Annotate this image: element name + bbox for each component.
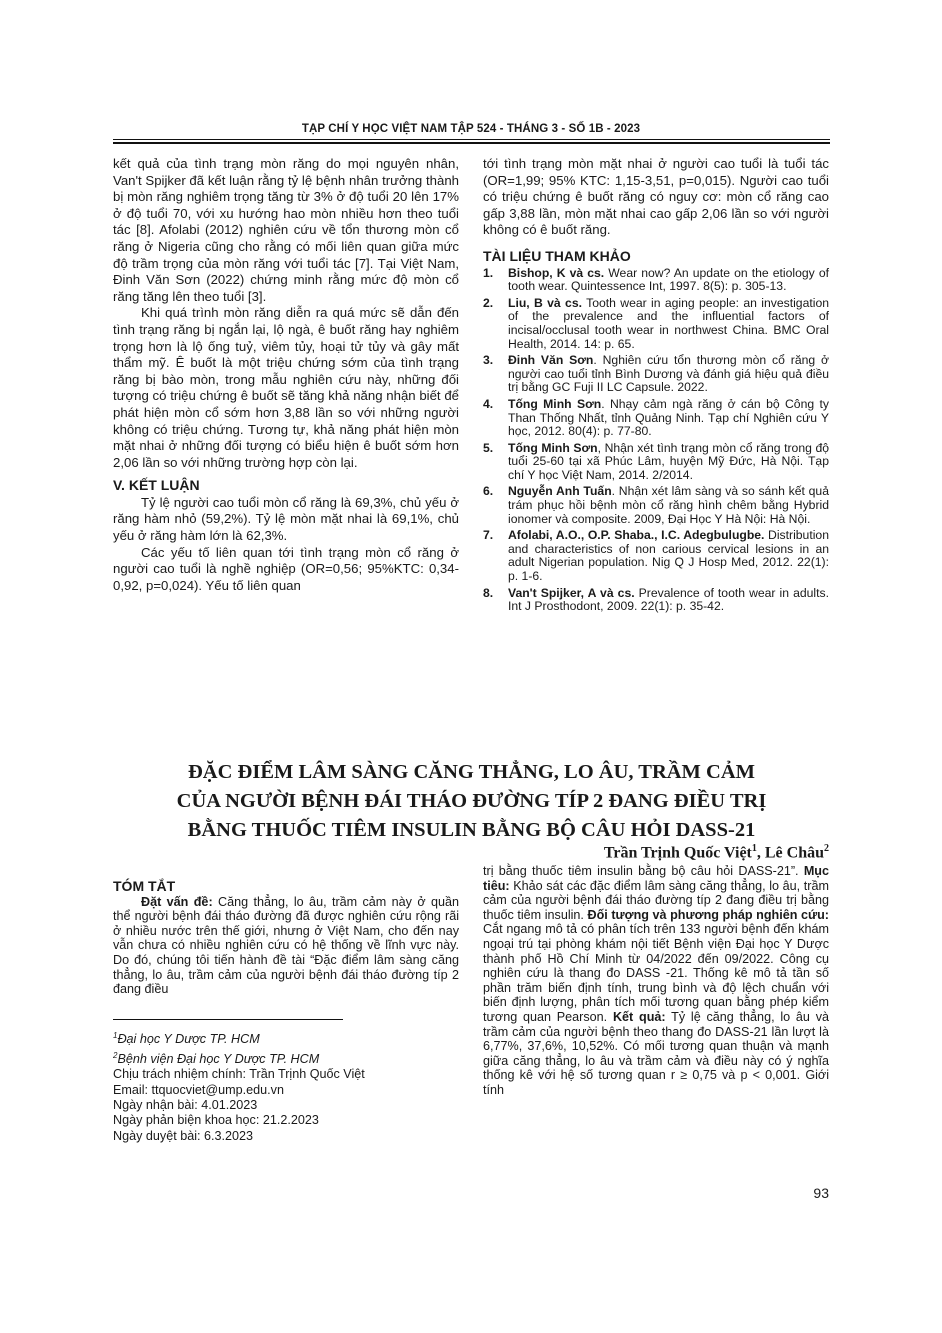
date-reviewed: Ngày phản biện khoa học: 21.2.2023 <box>113 1113 319 1128</box>
abstract-background: Đặt vấn đề: Căng thẳng, lo âu, trầm cảm này ở quần thể người bệnh đái tháo đường đã được nghiên cứu rộng rãi ở nhiều nước trên thế giới, nhưng ở Việt Nam, cho đến nay vẫn chưa có nhiều nghiên cứu có hệ thống về lĩnh vực này. Do đó, chúng tôi tiến hành đề tài “Đặc điểm lâm sàng căng thẳng, lo âu, trầm cảm của người bệnh đái tháo đường típ 2 đang điều <box>113 894 459 997</box>
header-rule-thick <box>113 142 830 144</box>
author-affiliation-mark: 2 <box>824 843 829 854</box>
article-title-line-3: BẰNG THUỐC TIÊM INSULIN BẰNG BỘ CÂU HỎI DASS-21 <box>187 819 756 841</box>
left-column <box>113 156 459 594</box>
author-line <box>604 843 829 862</box>
author-affiliation-mark: 1 <box>751 843 757 854</box>
abstract-continued: trị bằng thuốc tiêm insulin bằng bộ câu hỏi DASS-21”. Mục tiêu: Khảo sát các đặc điểm lâm sàng căng thẳng, lo âu, trầm cảm của người bệnh đái tháo đường típ 2 đang điều trị bằng thuốc tiêm insulin. Đối tượng và phương pháp nghiên cứu: Cắt ngang mô tả có phân tích trên 133 người bệnh đến khám ngoại trú tại phòng khám nội tiết Bệnh viện Đại học Y Dược thành phố Hồ Chí Minh từ 04/2022 đến 09/2022. Công cụ nghiên cứu là thang đo DASS -21. Thống kê mô tả tần số phần trăm biến định tính, trung bình và độ lệch chuẩn với biến định lượng, phân tích mối tương quan bằng phép kiểm tương quan Pearson. Kết quả: Tỷ lệ căng thẳng, lo âu và trầm cảm của người bệnh theo thang đo DASS-21 lần lượt là 6,77%, 37,6%, 10,52%. Có mối tương quan thuận và mạnh giữa căng thẳng, lo âu và trầm cảm và điều này có ý nghĩa thống kê với hệ số tương quan r ≥ 0,75 và p < 0,001. Giới tính <box>483 864 829 1097</box>
article-title-line-1: ĐẶC ĐIỂM LÂM SÀNG CĂNG THẲNG, LO ÂU, TRẦM CẢM <box>188 761 755 783</box>
abstract-right <box>483 864 829 1098</box>
page-number: 93 <box>813 1185 829 1201</box>
affiliation-2: $^2$Bệnh viện Đại học Y Dược TP. HCM <box>113 1050 320 1066</box>
reference-item: 2. Liu, B và cs. Tooth wear in aging people: an investigation of the prevalence and the influential factors of incisal/occlusal tooth wear in northwest China. BMC Oral Health, 2014. 14: p. 65. <box>483 295 830 351</box>
left-paragraph-4: Các yếu tố liên quan tới tình trạng mòn cổ răng ở người cao tuổi là nghề nghiệp (OR=0,56; 95%KTC: 0,34-0,92, p=0,024). Yếu tố liên quan <box>113 544 459 593</box>
date-accepted: Ngày duyệt bài: 6.3.2023 <box>113 1128 254 1143</box>
references-list <box>483 267 829 614</box>
email: Email: ttquocviet@ump.edu.vn <box>113 1082 284 1097</box>
reference-item: 8. Van't Spijker, A và cs. Prevalence of tooth wear in adults. Int J Prosthodont, 2009. 22(1): p. 35-42. <box>483 585 829 614</box>
right-column <box>483 156 829 617</box>
left-paragraph-1: kết quả của tình trạng mòn răng do mọi nguyên nhân, Van't Spijker đã kết luận rằng tỷ lệ bệnh nhân trưởng thành bị mòn răng nghiêm trọng tăng từ 3% ở độ tuổi 20 lên 17% ở độ tuổi 70, với xu hướng hao mòn nhiều hơn theo tuổi tác [8]. Afolabi (2012) nghiên cứu về tổn thương mòn cổ răng ở Nigeria cũng cho rằng có mối liên quan giữa mức độ trầm trọng của mòn răng với tuổi tác [7]. Tại Việt Nam, Đinh Văn Sơn (2022) chứng minh rằng mức độ mòn cổ răng tăng lên theo tuổi [3]. <box>113 156 459 304</box>
references-heading: TÀI LIỆU THAM KHẢO <box>483 247 631 264</box>
article-title-line-2: CỦA NGƯỜI BỆNH ĐÁI THÁO ĐƯỜNG TÍP 2 ĐANG ĐIỀU TRỊ <box>176 790 767 812</box>
abstract-heading: TÓM TẮT <box>113 878 176 894</box>
reference-item: 3. Đinh Văn Sơn. Nghiên cứu tổn thương mòn cổ răng ở người cao tuổi tỉnh Bình Dương và đánh giá hiệu quả điều trị bằng GC Fuji II LC Capsule. 2022. <box>483 353 829 395</box>
corresponding-author: Chịu trách nhiệm chính: Trần Trịnh Quốc Việt <box>113 1067 365 1082</box>
left-paragraph-3: Tỷ lệ người cao tuổi mòn cổ răng là 69,3%, chủ yếu ở răng hàm nhỏ (59,2%). Tỷ lệ mòn mặt nhai là 69,1%, chủ yếu ở răng hàm lớn là 62,3%. <box>113 494 459 544</box>
abstract-left <box>113 879 459 997</box>
author-name: Lê Châu <box>764 844 824 862</box>
header-rule-thin <box>113 139 830 140</box>
reference-item: 7. Afolabi, A.O., O.P. Shaba., I.C. Adegbulugbe. Distribution and characteristics of non carious cervical lesions in an adult Nigerian population. Nig Q J Hosp Med, 2012. 22(1): p. 1-6. <box>483 528 829 584</box>
reference-item: 1. Bishop, K và cs. Wear now? An update on the etiology of tooth wear. Quintessence Int, 1997. 8(5): p. 305-13. <box>483 265 829 294</box>
author-separator: , <box>756 844 765 862</box>
footnote-rule <box>113 1019 343 1020</box>
journal-header: TẠP CHÍ Y HỌC VIỆT NAM TẬP 524 - THÁNG 3 - SỐ 1B - 2023 <box>301 123 641 135</box>
reference-item: 4. Tống Minh Sơn. Nhạy cảm ngà răng ở cán bộ Công ty Than Thống Nhất, tỉnh Quảng Ninh. Tạp chí Nghiên cứu Y học, 2012. 80(4): p. 77-80. <box>483 396 829 439</box>
left-paragraph-2: Khi quá trình mòn răng diễn ra quá mức sẽ dẫn đến tình trạng răng bị ngắn lại, lộ ngà, ê buốt răng hay nghiêm trọng hơn là lộ ống tuỷ, viêm tủy, hoại tử tủy và gây mất thẩm mỹ. Ê buốt là một triệu chứng sớm của tình trạng răng bị bào mòn, trong mẫu nghiên cứu này, những đối tượng có triệu chứng ê buốt sẽ tăng khả năng nhận biết để phát hiện mòn cổ sớm hơn 3,88 lần so với những người không có triệu chứng. Tương tự, khả năng phát hiện mòn mặt nhai ở những đối tượng có biểu hiện ê buốt sớm hơn 2,06 lần so với những trường hợp còn lại. <box>113 305 459 470</box>
affiliation-1: $^1$Đại học Y Dược TP. HCM <box>113 1031 260 1047</box>
date-received: Ngày nhận bài: 4.01.2023 <box>113 1098 258 1112</box>
author-name: Trần Trịnh Quốc Việt <box>603 844 752 862</box>
right-paragraph-1: tới tình trạng mòn mặt nhai ở người cao tuổi là tuổi tác (OR=1,99; 95% KTC: 1,15-3,51, p=0,015). Người cao tuổi có triệu chứng ê buốt răng có nguy cơ: mòn cổ răng cao gấp 3,88 lần, mòn mặt nhai cao gấp 2,06 lần so với người không có ê buốt răng. <box>483 156 829 238</box>
section-heading-conclusion: V. KẾT LUẬN <box>113 477 200 494</box>
reference-item: 5. Tống Minh Sơn, Nhận xét tình trạng mòn cổ răng trong độ tuổi 25-60 tại xã Phúc Lâm, huyện Mỹ Đức, Hà Nội. Tạp chí Y học Việt Nam, 2014. 2/2014. <box>483 440 830 482</box>
footnotes <box>113 1028 459 1144</box>
article-title <box>113 758 830 845</box>
reference-item: 6. Nguyễn Anh Tuấn. Nhận xét lâm sàng và so sánh kết quả trám phục hồi bệnh mòn cổ răng hình chêm bằng Hybrid ionomer và composite. 2009, Đại Học Y Hà Nội: Hà Nội. <box>483 484 829 526</box>
